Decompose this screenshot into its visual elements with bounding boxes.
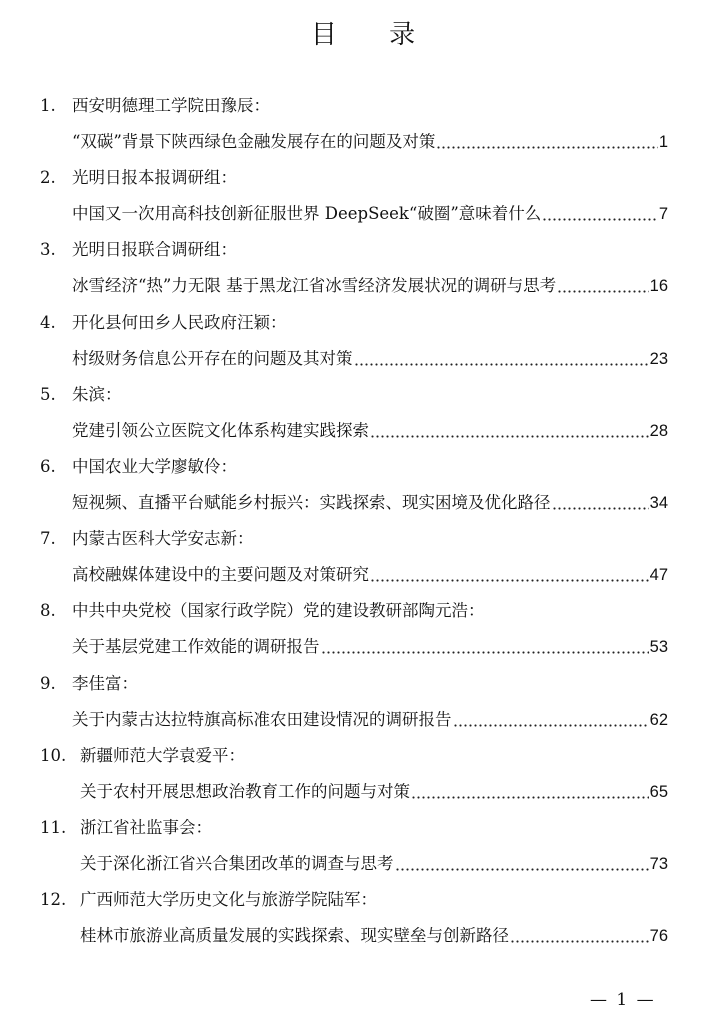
author-line — [40, 666, 668, 702]
entry-author: 中国农业大学廖敏伶： — [72, 456, 237, 476]
author-line — [40, 88, 668, 124]
article-title[interactable]: 关于基层党建工作效能的调研报告 — [72, 637, 320, 657]
toc-entry — [40, 882, 668, 954]
author-line — [40, 305, 668, 341]
article-line[interactable] — [40, 413, 668, 449]
author-line — [40, 738, 668, 774]
entry-number: 6. — [40, 456, 56, 476]
article-line[interactable] — [40, 774, 668, 810]
article-title[interactable]: 关于深化浙江省兴合集团改革的调查与思考 — [80, 853, 394, 873]
entry-author: 中共中央党校（国家行政学院）党的建设教研部陶元浩： — [72, 601, 485, 621]
dot-leader — [370, 557, 649, 593]
page-title: 目 录 — [310, 20, 438, 50]
author-line — [40, 449, 668, 485]
dot-leader — [436, 124, 657, 160]
article-line[interactable] — [40, 702, 668, 738]
article-line[interactable] — [40, 268, 668, 304]
article-title[interactable]: 中国又一次用高科技创新征服世界 DeepSeek“破圈”意味着什么 — [72, 204, 542, 224]
entry-number: 2. — [40, 168, 56, 188]
entry-author: 内蒙古医科大学安志新： — [72, 529, 254, 549]
author-line — [40, 160, 668, 196]
author-line — [40, 377, 668, 413]
dot-leader — [321, 629, 649, 665]
article-title[interactable]: 关于内蒙古达拉特旗高标准农田建设情况的调研报告 — [72, 709, 452, 729]
dot-leader — [395, 846, 649, 882]
article-page-number: 7 — [658, 205, 668, 224]
entry-number: 12. — [40, 890, 67, 910]
entry-author: 西安明德理工学院田豫辰： — [72, 96, 270, 115]
dot-leader — [552, 485, 649, 521]
author-line — [40, 810, 668, 846]
entry-number: 3. — [40, 240, 56, 260]
dot-leader — [411, 774, 649, 810]
entry-author: 光明日报联合调研组： — [72, 240, 237, 260]
entry-number: 4. — [40, 312, 56, 332]
article-page-number: 76 — [649, 927, 668, 946]
toc-entry — [40, 305, 668, 377]
toc-entry — [40, 666, 668, 738]
article-line[interactable] — [40, 846, 668, 882]
toc-entry — [40, 88, 668, 160]
author-line — [40, 593, 668, 629]
article-page-number: 34 — [649, 494, 668, 513]
author-line — [40, 232, 668, 268]
entry-author: 朱滨： — [72, 384, 122, 404]
article-page-number: 47 — [649, 566, 668, 585]
dot-leader — [453, 702, 649, 738]
entry-number: 9. — [40, 673, 56, 693]
toc-entry — [40, 232, 668, 304]
article-page-number: 62 — [649, 710, 668, 729]
entry-author: 新疆师范大学袁爱平： — [80, 745, 245, 765]
article-title[interactable]: 党建引领公立医院文化体系构建实践探索 — [72, 420, 369, 440]
article-page-number: 28 — [649, 421, 668, 440]
dot-leader — [557, 268, 649, 304]
entry-author: 开化县何田乡人民政府汪颖： — [72, 312, 287, 332]
article-page-number: 23 — [649, 349, 668, 368]
entry-author: 光明日报本报调研组： — [72, 168, 237, 188]
article-page-number: 1 — [658, 133, 668, 152]
article-title[interactable]: 村级财务信息公开存在的问题及其对策 — [72, 348, 353, 368]
dot-leader — [370, 413, 649, 449]
table-of-contents — [40, 88, 668, 954]
author-line — [40, 882, 668, 918]
article-page-number: 16 — [649, 277, 668, 296]
entry-number: 7. — [40, 529, 56, 549]
dot-leader — [510, 918, 649, 954]
article-title[interactable]: “双碳”背景下陕西绿色金融发展存在的问题及对策 — [72, 132, 436, 152]
toc-entry — [40, 521, 668, 593]
toc-entry — [40, 377, 668, 449]
toc-entry — [40, 449, 668, 521]
dot-leader — [542, 196, 658, 232]
article-title[interactable]: 短视频、直播平台赋能乡村振兴：实践探索、现实困境及优化路径 — [72, 493, 551, 513]
page-number: — 1 — — [590, 990, 656, 1010]
author-line — [40, 521, 668, 557]
entry-author: 广西师范大学历史文化与旅游学院陆军： — [80, 890, 377, 910]
article-page-number: 73 — [649, 854, 668, 873]
article-title[interactable]: 高校融媒体建设中的主要问题及对策研究 — [72, 565, 369, 585]
entry-number: 11. — [40, 817, 67, 837]
entry-number: 5. — [40, 384, 56, 404]
article-line[interactable] — [40, 918, 668, 954]
toc-entry — [40, 593, 668, 665]
entry-author: 浙江省社监事会： — [80, 817, 212, 837]
toc-entry — [40, 810, 668, 882]
article-title[interactable]: 关于农村开展思想政治教育工作的问题与对策 — [80, 781, 410, 801]
article-line[interactable] — [40, 124, 668, 160]
article-title[interactable]: 冰雪经济“热”力无限 基于黑龙江省冰雪经济发展状况的调研与思考 — [72, 276, 557, 296]
article-page-number: 65 — [649, 782, 668, 801]
article-line[interactable] — [40, 629, 668, 665]
entry-author: 李佳富： — [72, 673, 138, 693]
entry-number: 8. — [40, 601, 56, 621]
article-line[interactable] — [40, 341, 668, 377]
article-line[interactable] — [40, 485, 668, 521]
toc-entry — [40, 738, 668, 810]
article-line[interactable] — [40, 196, 668, 232]
entry-number: 1. — [40, 96, 56, 115]
article-title[interactable]: 桂林市旅游业高质量发展的实践探索、现实壁垒与创新路径 — [80, 926, 509, 946]
toc-entry — [40, 160, 668, 232]
article-page-number: 53 — [649, 638, 668, 657]
article-line[interactable] — [40, 557, 668, 593]
dot-leader — [354, 341, 649, 377]
entry-number: 10. — [40, 745, 67, 765]
